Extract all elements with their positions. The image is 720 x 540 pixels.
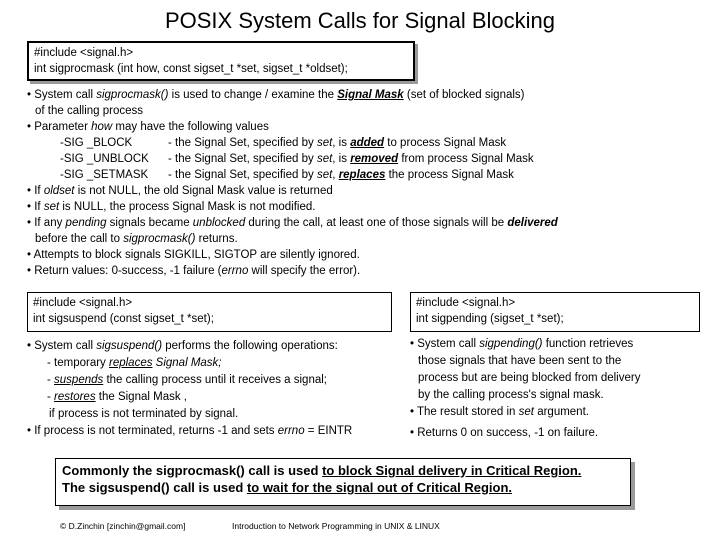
sigpending-line: • Returns 0 on success, -1 on failure. [410, 427, 599, 439]
sigsuspend-line: • System call sigsuspend() performs the following operations: [27, 340, 338, 352]
footer-course: Introduction to Network Programming in UNIX & LINUX [232, 521, 440, 531]
summary-line: Commonly the sigprocmask() call is used to block Signal delivery in Critical Region. [62, 463, 582, 478]
bullet-1-cont: of the calling process [35, 105, 144, 117]
sigsuspend-code-box [27, 292, 392, 332]
code-line: int sigsuspend (const sigset_t *set); [33, 313, 214, 325]
bullet-5: • If any pending signals became unblocked during the call, at least one of those signals will be delivered [27, 217, 558, 229]
sigsuspend-line: • If process is not terminated, returns -1 and sets errno = EINTR [27, 425, 353, 437]
bullet-5-cont: before the call to sigprocmask() returns. [35, 233, 238, 245]
code-line: int sigpending (sigset_t *set); [416, 313, 564, 325]
code-line: #include <signal.h> [34, 47, 134, 59]
sigpending-line: • System call sigpending() function retrieves [410, 338, 634, 350]
bullet-6: • Attempts to block signals SIGKILL, SIGTOP are silently ignored. [27, 249, 360, 261]
summary-line: The sigsuspend() call is used to wait for the signal out of Critical Region. [62, 480, 512, 495]
code-line: #include <signal.h> [33, 297, 133, 309]
sigsuspend-line: - temporary replaces Signal Mask; [47, 357, 222, 369]
sigprocmask-code-box [27, 41, 415, 81]
flag-unblock: -SIG _UNBLOCK - the Signal Set, specified by set, is removed from process Signal Mask [60, 153, 534, 165]
sigsuspend-line: if process is not terminated by signal. [49, 408, 239, 420]
sigpending-line: by the calling process's signal mask. [418, 389, 604, 401]
page-title: POSIX System Calls for Signal Blocking [164, 8, 556, 33]
sigsuspend-line: - suspends the calling process until it receives a signal; [47, 374, 327, 386]
flag-setmask: -SIG _SETMASK - the Signal Set, specified by set, replaces the process Signal Mask [60, 169, 514, 181]
sigpending-description [410, 336, 640, 442]
code-line: int sigprocmask (int how, const sigset_t *set, sigset_t *oldset); [34, 63, 348, 75]
sigsuspend-description [27, 338, 352, 440]
sigpending-code-box [410, 292, 700, 332]
footer-author: © D.Zinchin [zinchin@gmail.com] [60, 521, 186, 531]
sigsuspend-line: - restores the Signal Mask , [47, 391, 187, 403]
bullet-2: • Parameter how may have the following values [27, 121, 269, 133]
sigprocmask-description [27, 87, 558, 279]
sigpending-line: those signals that have been sent to the [418, 355, 622, 367]
flag-block: -SIG _BLOCK - the Signal Set, specified by set, is added to process Signal Mask [60, 137, 507, 149]
bullet-7: • Return values: 0-success, -1 failure (errno will specify the error). [27, 265, 361, 277]
bullet-4: • If set is NULL, the process Signal Mask is not modified. [27, 201, 316, 213]
sigpending-line: process but are being blocked from delivery [418, 372, 641, 384]
bullet-3: • If oldset is not NULL, the old Signal Mask value is returned [27, 185, 333, 197]
sigpending-line: • The result stored in set argument. [410, 406, 589, 418]
summary-box [55, 458, 631, 506]
bullet-1: • System call sigprocmask() is used to change / examine the Signal Mask (set of blocked signals) [27, 89, 525, 101]
code-line: #include <signal.h> [416, 297, 516, 309]
